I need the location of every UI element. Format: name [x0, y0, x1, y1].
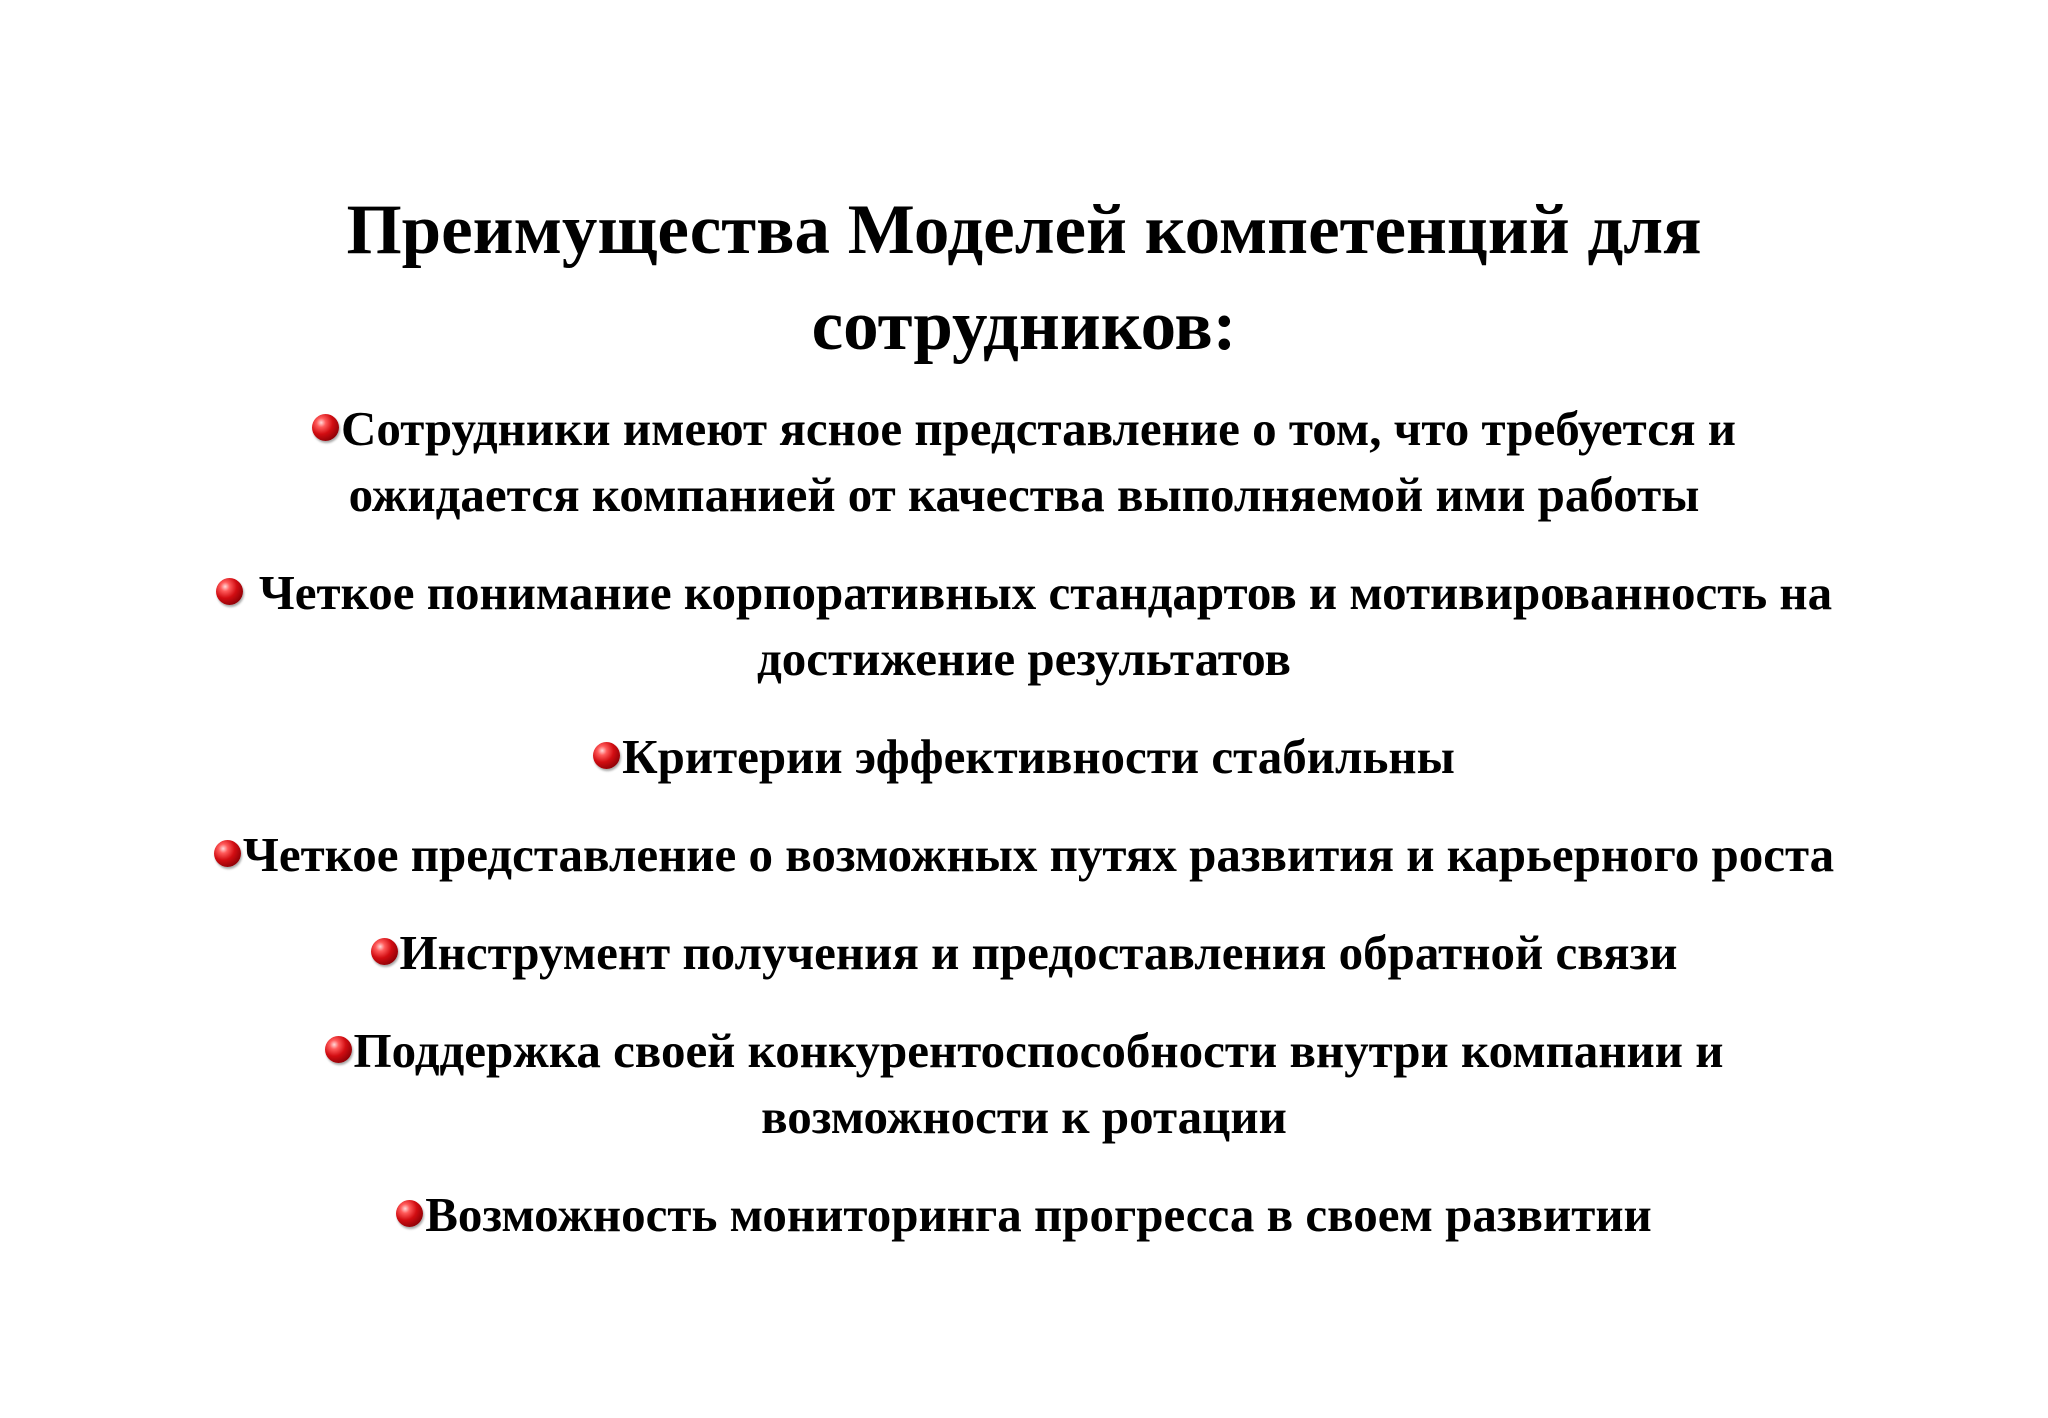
- bullet-item-line: [0, 1182, 2048, 1248]
- bullet-item-stable-criteria: [0, 724, 2048, 790]
- red-sphere-bullet-icon: [396, 1200, 423, 1227]
- red-sphere-bullet-icon: [325, 1036, 352, 1063]
- red-sphere-bullet-icon: [593, 742, 620, 769]
- bullet-item-line: [0, 822, 2048, 888]
- red-sphere-bullet-icon: [214, 840, 241, 867]
- bullet-item-corporate-standards: [0, 560, 2048, 692]
- bullet-item-text: Критерии эффективности стабильны: [622, 729, 1455, 784]
- bullet-item-line: [0, 1018, 2048, 1084]
- slide-title: [0, 182, 2048, 374]
- bullet-item-text: Четкое представление о возможных путях развития и карьерного роста: [242, 827, 1835, 882]
- bullet-item-line: ожидается компанией от качества выполняемой ими работы: [348, 467, 1700, 522]
- red-sphere-bullet-icon: [216, 578, 243, 605]
- bullet-item-line: [0, 724, 2048, 790]
- red-sphere-bullet-icon: [371, 938, 398, 965]
- bullet-item-feedback-tool: [0, 920, 2048, 986]
- bullet-item-line: [0, 396, 2048, 462]
- bullet-item-text: Четкое понимание корпоративных стандартов и мотивированность на: [258, 565, 1833, 620]
- bullet-item-progress-monitoring: [0, 1182, 2048, 1248]
- bullet-item-text: Инструмент получения и предоставления обратной связи: [399, 925, 1678, 980]
- bullet-item-text: Сотрудники имеют ясное представление о том, что требуется и: [340, 401, 1737, 456]
- bullet-item-line: [0, 560, 2048, 626]
- title-line-2: сотрудников:: [811, 287, 1237, 365]
- red-sphere-bullet-icon: [312, 414, 339, 441]
- bullet-item-line: достижение результатов: [757, 631, 1291, 686]
- bullet-item-line: [0, 920, 2048, 986]
- bullet-item-text: Возможность мониторинга прогресса в своем развитии: [425, 1187, 1652, 1242]
- bullet-item-text: Поддержка своей конкурентоспособности внутри компании и: [353, 1023, 1724, 1078]
- bullet-item-line: возможности к ротации: [761, 1089, 1287, 1144]
- bullet-item-clear-expectations: [0, 396, 2048, 528]
- title-line-1: Преимущества Моделей компетенций для: [346, 191, 1702, 269]
- bullet-item-competitiveness: [0, 1018, 2048, 1150]
- bullet-item-career-paths: [0, 822, 2048, 888]
